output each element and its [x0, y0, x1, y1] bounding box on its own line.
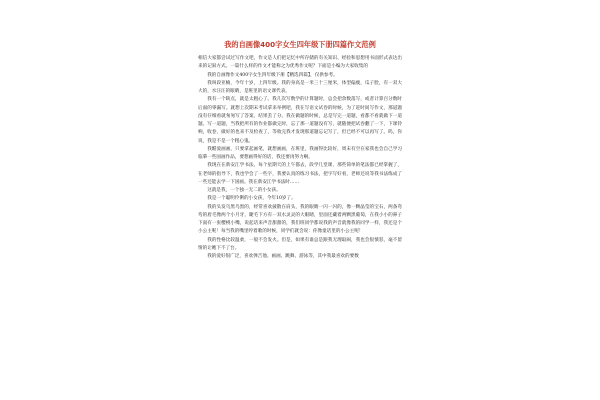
body-paragraph: 我现在在新安江学书法，每个星期天的上午都去，段学几堂课，那些简单的笔法都已经掌握了，在老师的指导下，我也学会了一些字，我要认真的练习书法，把字写好看，老师还说等我书法练成了一些还能去学一下国画。我在新安江学书法时…… — [198, 163, 402, 185]
body-paragraph: 我的爱好很广泛，喜欢弹吉他、画画、跳舞、游泳等，其中我最喜欢的要数 — [207, 254, 359, 259]
document-title: 我的自画像400字女生四年级下册四篇作文范例 — [224, 40, 376, 49]
body-paragraph: 我酷爱画画，只要拿起画笔，就想画画，在班里，我画得比较好，周末有空在家我也会自己学习临摹一些国画作品，要想画得好的话，我还要再努力啊。 — [198, 146, 402, 160]
body-paragraph: 这就是我，一个独一无二的小女孩。 — [207, 188, 281, 193]
body-paragraph: 我叫段亚楠，今年十岁，上四年级。我的身高是一米三十三厘米，体型偏瘦，瓜子脸，有一双大大的，水汪汪的眼睛，是班里的语文课代表。 — [198, 80, 402, 94]
body-paragraph: 我的自画像作文400字女生四年级下册【精选四篇】，仅供参考。 — [207, 72, 338, 78]
body-paragraph: 相信大家都尝试过写作文吧，作文是人们把记忆中所存储的有关知识、经验和思想用书面形式表达出来的记叙方式。一篇什么样的作文才能称之为优秀作文呢？下面是小编为大家收集的 — [198, 56, 402, 70]
document-body — [198, 55, 402, 261]
body-paragraph: 我的头发乌黑乌黑的，经常喜欢披散在肩头，我的眼睛一闪一闪的，像一颗晶莹的宝石，两条弯弯的眉毛像两个小月牙，睫毛下方有一双水灵灵的大眼睛，里面还藏着两颗黑葡萄，在我小小的鼻子下面有一张樱桃小嘴，说起话来声音甜甜的，我们班同学都说我的声音就像我的同学一样，我还是个小公主呢！每当我的嘴里哼着歌的时候，同学们就会说：你像童话里的小公主呢！ — [198, 204, 402, 235]
body-paragraph: 我的性格比较温柔，一般不会发火。但是，如果有谁总是跟我无理取闹，我也会很愤怒，毫不留情的让她下不了台。 — [198, 237, 402, 251]
body-paragraph: 我是一个聪明伶俐的小女孩，今年10岁了。 — [207, 196, 296, 202]
body-paragraph: 我有一个缺点，就是太粗心了。我几次写数学的计算题时，总会把余数落写，或者计算百分数时后面的零漏写。就想上次期末考试拿来举例吧，我在写语文试卷的时候，为了赶时间写作文，那道题没有仔细看就匆匆写了答案，结果丢了分。我在做题的时候，总是写完一道题，看都不看就做下一道题。写一道题，当我把所有的作业都做完时，忘了那一道题没有写，就随便把试卷翻了一下，下课铃响，收卷，做好的也来不及检查了，等收完我才发现那道题忘记写了，但已经不可以再写了。呜，你说，我是不是一个粗心鬼。 — [198, 97, 402, 144]
